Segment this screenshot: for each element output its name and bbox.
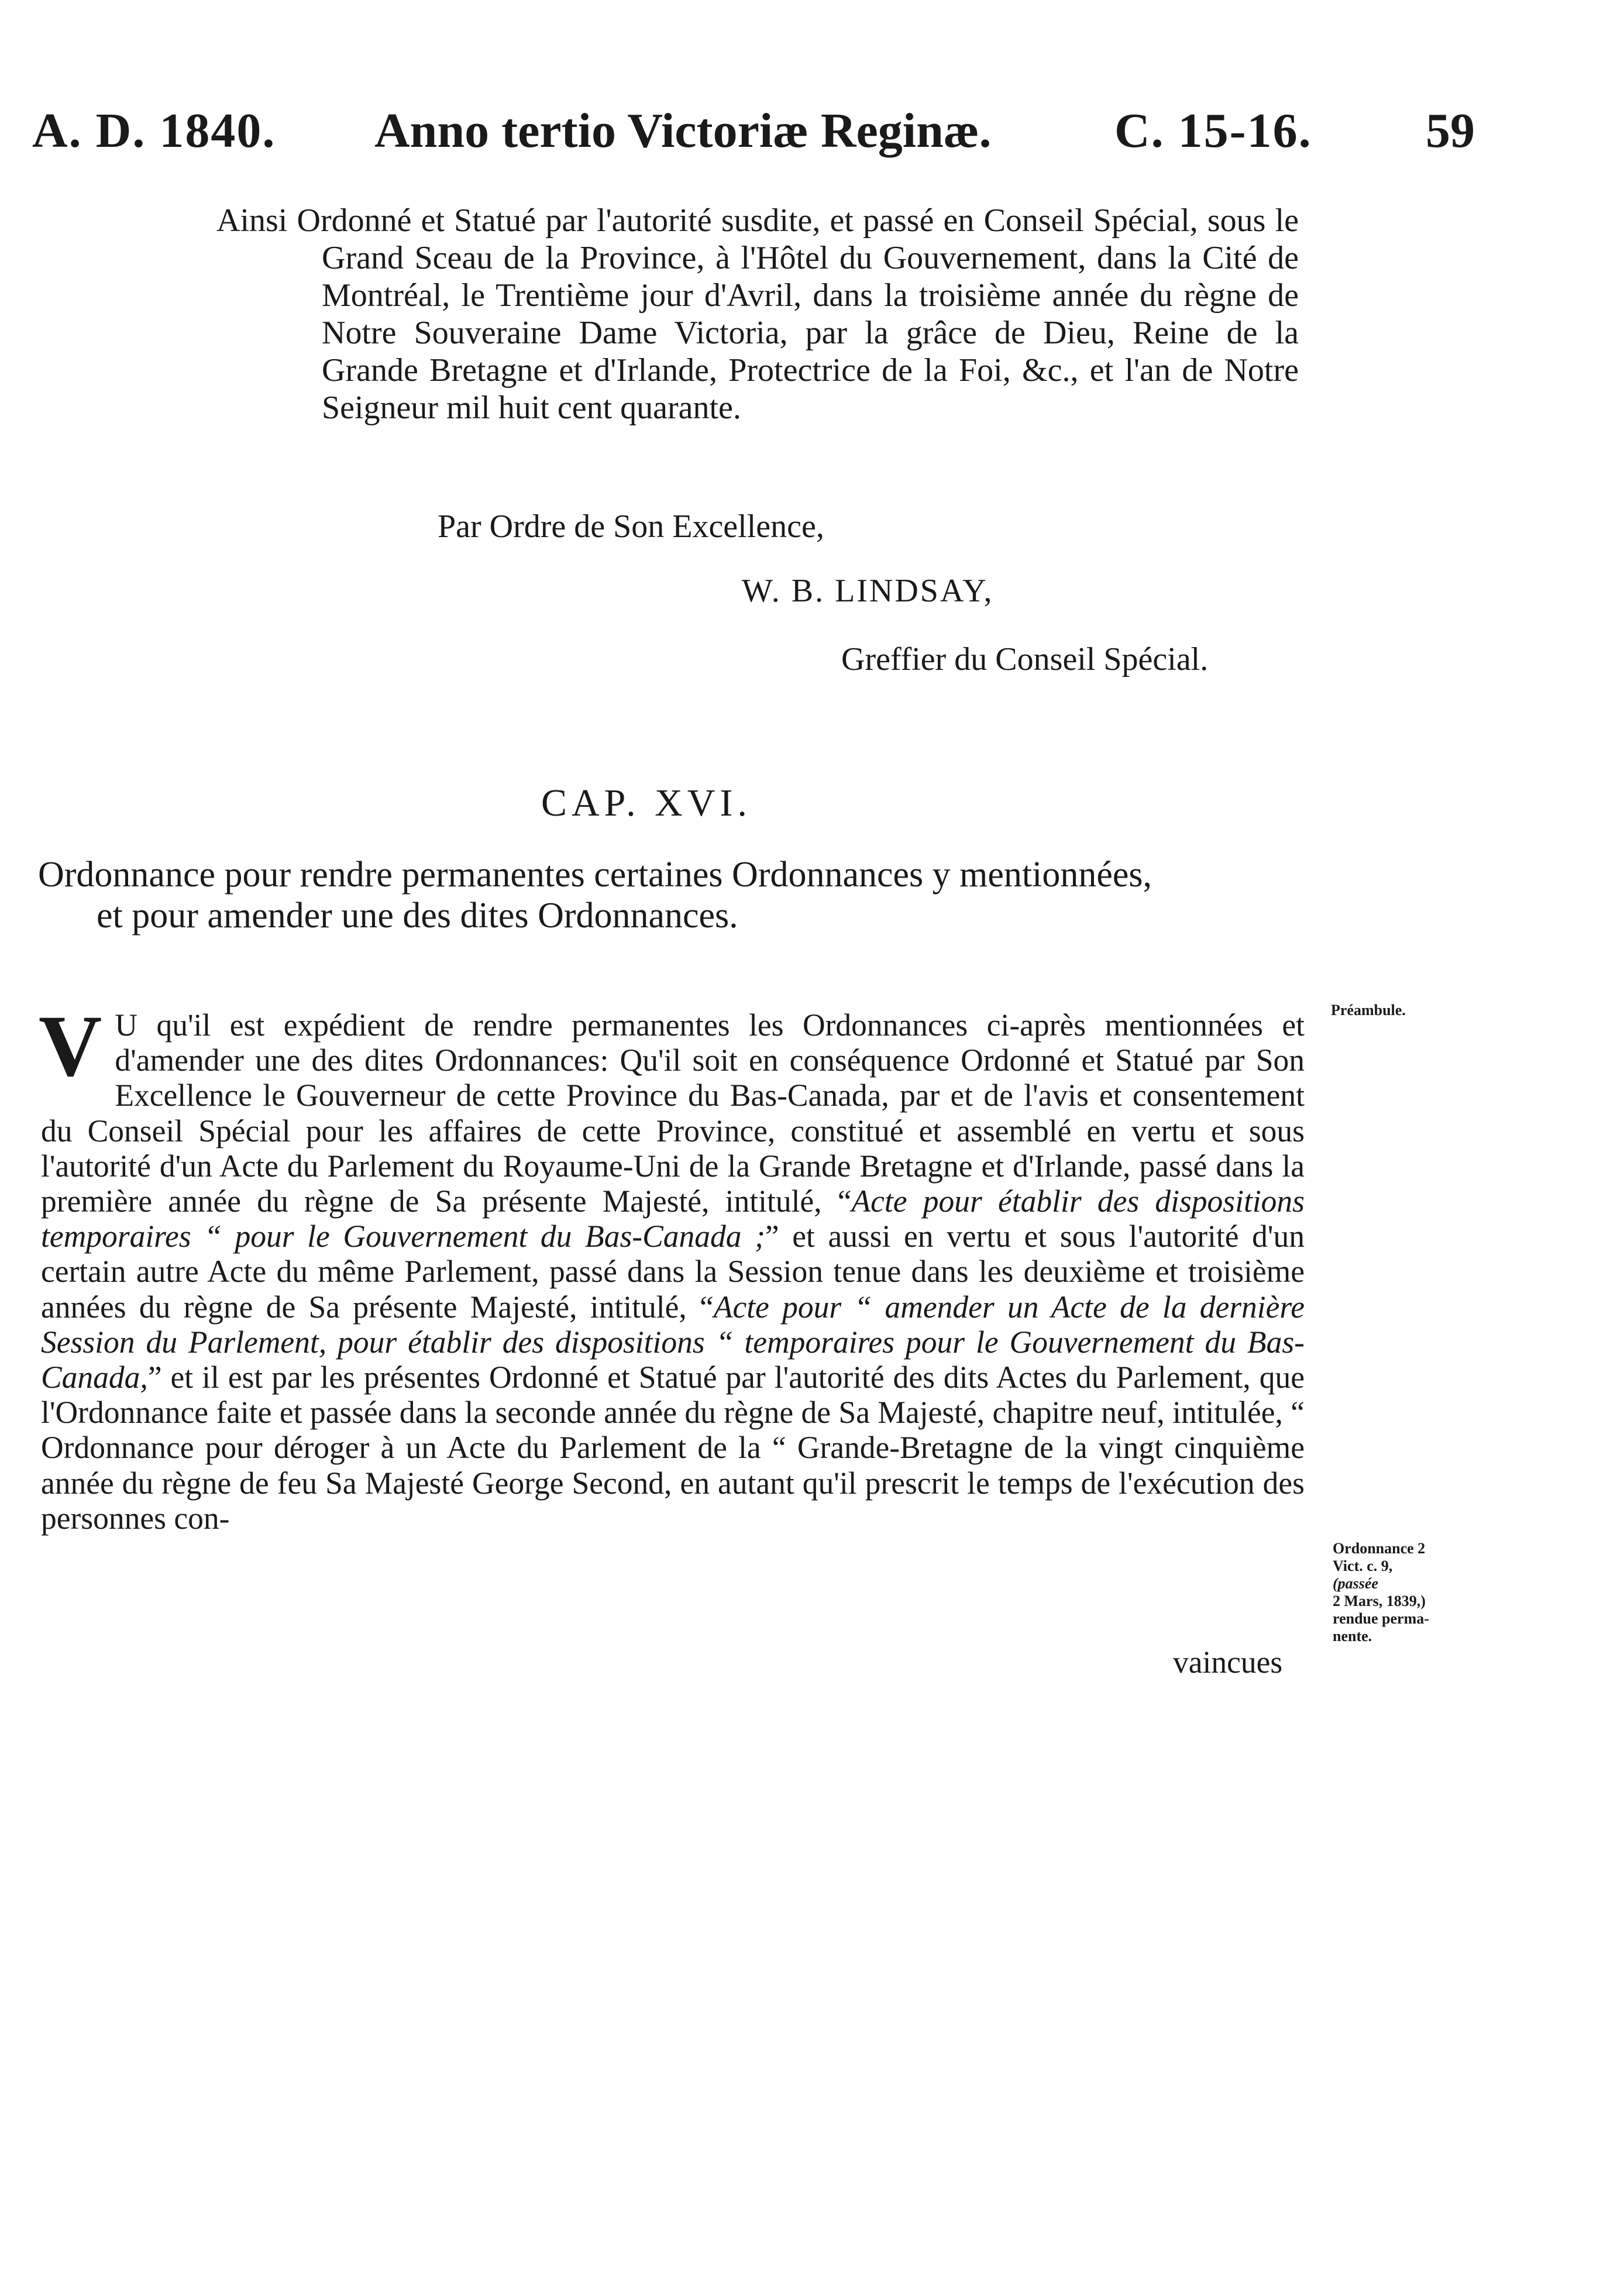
body-part-3: ” et il est par les présentes Ordonné et Statué par l'autorité des dits Actes du Parlement, que l'Ordonnance faite et passée dans la seconde année du règne de Sa Majesté, chapitre neuf, intitulée, “ Ordonnance pour déroger à un Acte du Parlement de la “ Grande-Bretagne de la vingt cinquième année du règne de feu Sa Majesté George Second, en autant qu'il prescrit le temps de l'exécution des personnes con-	[41, 1360, 1305, 1536]
header-chapter: C. 15-16.	[1114, 104, 1312, 158]
body-part-2: ” et aussi en vertu et sous l'autorité d'un certain autre Acte du même Parlement, passé dans la Session tenue dans les deuxième et troisième années du règne de Sa présente Majesté, intitulé, “	[41, 1219, 1305, 1325]
margin-note-line: (passée	[1333, 1575, 1378, 1592]
ordinance-title-line1: Ordonnance pour rendre permanentes certaines Ordonnances y mentionnées,	[38, 855, 1152, 895]
catchword: vaincues	[1173, 1645, 1283, 1680]
signatory-name: W. B. LINDSAY,	[742, 573, 994, 609]
running-header	[32, 102, 1483, 167]
header-title: Anno tertio Victoriæ Reginæ.	[374, 104, 992, 158]
enactment-clause: Ainsi Ordonné et Statué par l'autorité susdite, et passé en Conseil Spécial, sous le Grand Sceau de la Province, à l'Hôtel du Gouvernement, dans la Cité de Montréal, le Trentième jour d'Avril, dans la troisième année du règne de Notre Souveraine Dame Victoria, par la grâce de Dieu, Reine de la Grande Bretagne et d'Irlande, Protectrice de la Foi, &c., et l'an de Notre Seigneur mil huit cent quarante.	[216, 202, 1299, 426]
preamble-body	[39, 998, 1305, 1536]
margin-note-line: Ordonnance 2	[1333, 1540, 1426, 1557]
margin-note-line: nente.	[1333, 1628, 1372, 1645]
ordinance-title	[38, 854, 1313, 936]
chapter-heading: CAP. XVI.	[541, 782, 752, 824]
page-number: 59	[1426, 104, 1475, 158]
drop-cap: V	[39, 998, 102, 1095]
margin-note-line: Vict. c. 9,	[1333, 1557, 1393, 1574]
body-italic-1: Acte pour établir des dispositions temporaires “ pour le Gouvernement du Bas-Canada ;	[41, 1184, 1305, 1254]
signatory-role: Greffier du Conseil Spécial.	[841, 641, 1209, 677]
signature-order-line: Par Ordre de Son Excellence,	[438, 508, 824, 545]
ordinance-title-line2: et pour amender une des dites Ordonnances.	[97, 896, 738, 936]
margin-note-preamble: Préambule.	[1331, 1002, 1406, 1019]
body-italic-2: Acte pour “ amender un Acte de la dernière Session du Parlement, pour établir des dispositions “ temporaires pour le Gouvernement du Bas-Canada,	[41, 1289, 1305, 1395]
margin-note-line: rendue perma-	[1333, 1610, 1429, 1627]
margin-note-line: 2 Mars, 1839,)	[1333, 1593, 1426, 1609]
margin-note-ordinance	[1333, 1540, 1502, 1645]
header-year: A. D. 1840.	[32, 104, 276, 158]
body-part-1: U qu'il est expédient de rendre permanentes les Ordonnances ci-après mentionnées et d'amender une des dites Ordonnances: Qu'il soit en conséquence Ordonné et Statué par Son Excellence le Gouverneur de cette Province du Bas-Canada, par et de l'avis et consentement du Conseil Spécial pour les affaires de cette Province, constitué et assemblé en vertu et sous l'autorité d'un Acte du Parlement du Royaume-Uni de la Grande Bretagne et d'Irlande, passé dans la première année du règne de Sa présente Majesté, intitulé, “	[41, 1007, 1305, 1219]
